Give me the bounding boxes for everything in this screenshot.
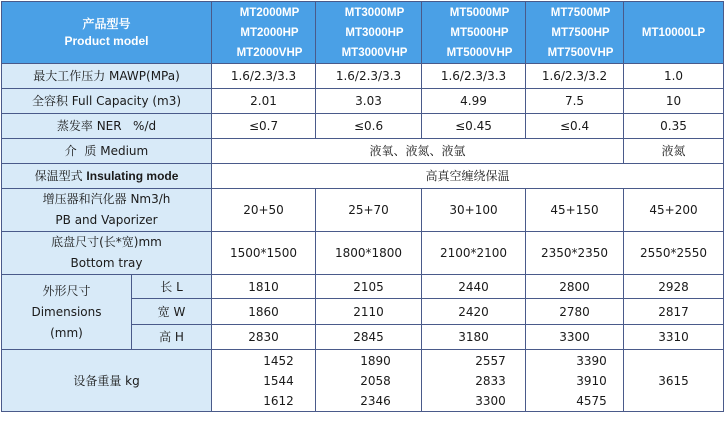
vaporizer-label-line1: 增压器和汽化器 Nm3/h xyxy=(42,192,171,206)
dimensions-label-line3: (mm) xyxy=(50,325,83,340)
mawp-value: 1.0 xyxy=(624,64,724,89)
tray-row xyxy=(2,232,724,275)
model-name: MT2000MP xyxy=(239,6,300,19)
height-value: 2830 xyxy=(212,325,316,350)
ner-value: ≤0.7 xyxy=(212,114,316,139)
model-column-2 xyxy=(316,2,422,64)
medium-value: 液氧、液氮、液氩 xyxy=(212,139,624,164)
model-column-4 xyxy=(526,2,624,64)
tray-value: 2350*2350 xyxy=(526,232,624,275)
width-value: 2420 xyxy=(422,299,526,325)
model-name: MT3000HP xyxy=(345,26,404,39)
height-value: 3300 xyxy=(526,325,624,350)
tray-value: 2550*2550 xyxy=(624,232,724,275)
length-value: 2800 xyxy=(526,275,624,299)
model-column-1 xyxy=(212,2,316,64)
capacity-value: 3.03 xyxy=(316,89,422,114)
ner-label: 蒸发率 NER %/d xyxy=(2,114,212,139)
height-value: 3310 xyxy=(624,325,724,350)
weight-label: 设备重量 kg xyxy=(2,350,212,412)
tray-label-line1: 底盘尺寸(长*宽)mm xyxy=(51,235,162,249)
weight-number: 3300 xyxy=(475,393,506,408)
weight-number: 3615 xyxy=(658,373,689,388)
model-name: MT3000VHP xyxy=(341,46,408,59)
width-value: 1860 xyxy=(212,299,316,325)
vaporizer-label xyxy=(2,189,212,232)
insulation-label xyxy=(2,164,212,189)
capacity-row xyxy=(2,89,724,114)
dimensions-label xyxy=(2,275,132,350)
vaporizer-value: 25+70 xyxy=(316,189,422,232)
product-model-header xyxy=(2,2,212,64)
mawp-value: 1.6/2.3/3.3 xyxy=(212,64,316,89)
model-name: MT7500MP xyxy=(550,6,611,19)
capacity-value: 10 xyxy=(624,89,724,114)
insulation-label-cn: 保温型式 xyxy=(34,169,83,183)
insulation-value: 高真空缠绕保温 xyxy=(212,164,724,189)
model-name: MT3000MP xyxy=(344,6,405,19)
tray-value: 1500*1500 xyxy=(212,232,316,275)
length-label: 长 L xyxy=(132,275,212,299)
weight-number: 2557 xyxy=(475,353,506,368)
weight-value xyxy=(624,350,724,412)
weight-value xyxy=(422,350,526,412)
model-name: MT2000VHP xyxy=(236,46,303,59)
mawp-label: 最大工作压力 MAWP(MPa) xyxy=(2,64,212,89)
weight-row xyxy=(2,350,724,412)
length-value: 1810 xyxy=(212,275,316,299)
mawp-row xyxy=(2,64,724,89)
height-label: 高 H xyxy=(132,325,212,350)
insulation-label-en: Insulating mode xyxy=(86,169,179,183)
height-value: 3180 xyxy=(422,325,526,350)
vaporizer-label-line2: PB and Vaporizer xyxy=(55,213,158,227)
tray-label-line2: Bottom tray xyxy=(70,256,143,270)
tray-label xyxy=(2,232,212,275)
model-name: MT2000HP xyxy=(240,26,299,39)
capacity-value: 2.01 xyxy=(212,89,316,114)
model-name: MT7500HP xyxy=(551,26,610,39)
width-value: 2817 xyxy=(624,299,724,325)
weight-number: 1612 xyxy=(263,393,294,408)
capacity-value: 7.5 xyxy=(526,89,624,114)
ner-value: ≤0.6 xyxy=(316,114,422,139)
vaporizer-value: 45+150 xyxy=(526,189,624,232)
capacity-value: 4.99 xyxy=(422,89,526,114)
width-value: 2780 xyxy=(526,299,624,325)
spec-table xyxy=(1,1,724,412)
weight-value xyxy=(316,350,422,412)
medium-label: 介 质 Medium xyxy=(2,139,212,164)
capacity-label: 全容积 Full Capacity (m3) xyxy=(2,89,212,114)
weight-number: 1452 xyxy=(263,353,294,368)
product-model-label-cn: 产品型号 xyxy=(82,16,131,31)
weight-number: 1890 xyxy=(360,353,391,368)
insulation-row xyxy=(2,164,724,189)
weight-number: 3390 xyxy=(576,353,607,368)
ner-value: ≤0.4 xyxy=(526,114,624,139)
medium-row xyxy=(2,139,724,164)
dimension-length-row xyxy=(2,275,724,299)
model-column-3 xyxy=(422,2,526,64)
model-name: MT7500VHP xyxy=(547,46,614,59)
ner-value: 0.35 xyxy=(624,114,724,139)
tray-value: 1800*1800 xyxy=(316,232,422,275)
weight-number: 4575 xyxy=(576,393,607,408)
model-column-5 xyxy=(624,2,724,64)
mawp-value: 1.6/2.3/3.2 xyxy=(526,64,624,89)
ner-row xyxy=(2,114,724,139)
dimensions-label-line2: Dimensions xyxy=(31,304,102,319)
weight-number: 3910 xyxy=(576,373,607,388)
product-model-label-en: Product model xyxy=(64,33,149,48)
header-row xyxy=(2,2,724,64)
width-value: 2110 xyxy=(316,299,422,325)
vaporizer-value: 20+50 xyxy=(212,189,316,232)
width-label: 宽 W xyxy=(132,299,212,325)
weight-value xyxy=(526,350,624,412)
model-name: MT5000MP xyxy=(449,6,510,19)
weight-number: 1544 xyxy=(263,373,294,388)
vaporizer-row xyxy=(2,189,724,232)
tray-value: 2100*2100 xyxy=(422,232,526,275)
ner-value: ≤0.45 xyxy=(422,114,526,139)
mawp-value: 1.6/2.3/3.3 xyxy=(422,64,526,89)
length-value: 2105 xyxy=(316,275,422,299)
vaporizer-value: 45+200 xyxy=(624,189,724,232)
height-value: 2845 xyxy=(316,325,422,350)
model-name: MT5000VHP xyxy=(446,46,513,59)
mawp-value: 1.6/2.3/3.3 xyxy=(316,64,422,89)
length-value: 2440 xyxy=(422,275,526,299)
dimensions-label-line1: 外形尺寸 xyxy=(42,283,91,298)
weight-number: 2058 xyxy=(360,373,391,388)
vaporizer-value: 30+100 xyxy=(422,189,526,232)
model-name: MT10000LP xyxy=(641,26,706,39)
medium-value-last: 液氮 xyxy=(624,139,724,164)
model-name: MT5000HP xyxy=(450,26,509,39)
weight-value xyxy=(212,350,316,412)
weight-number: 2346 xyxy=(360,393,391,408)
length-value: 2928 xyxy=(624,275,724,299)
weight-number: 2833 xyxy=(475,373,506,388)
